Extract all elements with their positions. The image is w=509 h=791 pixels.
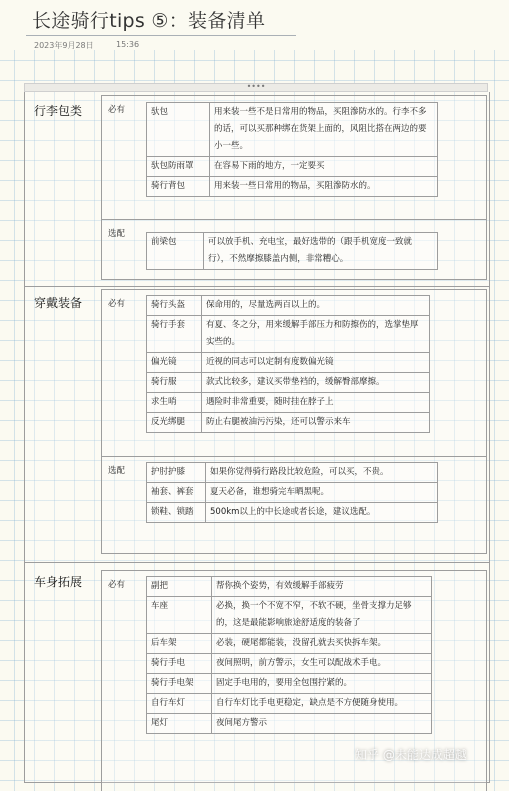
- item-desc[interactable]: 款式比较多，建议买带垫裆的，缓解臀部摩擦。: [202, 373, 430, 393]
- category-label[interactable]: 行李包类: [34, 104, 83, 118]
- item-desc[interactable]: 必换，换一个不宽不窄，不软不硬，坐骨支撑力足够的，这是最能影响旅途舒适度的装备了: [212, 597, 432, 634]
- item-desc[interactable]: 夜间照明，前方警示，女生可以配战术手电。: [212, 654, 432, 674]
- item-name[interactable]: 驮包: [147, 103, 210, 157]
- item-desc[interactable]: 可以放手机、充电宝，最好选带的（跟手机宽度一致就行），不然摩擦膝盖内侧，非常糟心。: [204, 233, 438, 270]
- item-name[interactable]: 骑行手电架: [147, 674, 212, 694]
- note-time: 15:36: [116, 40, 140, 49]
- item-name[interactable]: 前梁包: [147, 233, 204, 270]
- table-row: [147, 503, 438, 523]
- table-row: [147, 714, 432, 734]
- item-desc[interactable]: 如果你觉得骑行路段比较危险，可以买，不贵。: [206, 463, 438, 483]
- item-desc[interactable]: 自行车灯比手电更稳定，缺点是不方便随身使用。: [212, 694, 432, 714]
- item-table: [146, 102, 438, 197]
- table-row: [147, 674, 432, 694]
- item-desc[interactable]: 帮你换个姿势，有效缓解手部疲劳: [212, 577, 432, 597]
- title-underline: [26, 35, 296, 36]
- item-desc[interactable]: 有夏、冬之分，用来缓解手部压力和防擦伤的，选掌垫厚实些的。: [202, 316, 430, 353]
- item-name[interactable]: 护肘护膝: [147, 463, 206, 483]
- table-row: [147, 103, 438, 157]
- item-name[interactable]: 骑行手电: [147, 654, 212, 674]
- category-label[interactable]: 穿戴装备: [34, 296, 83, 310]
- table-row: [147, 353, 430, 373]
- table-row: [147, 157, 438, 177]
- item-desc[interactable]: 夜间尾方警示: [212, 714, 432, 734]
- group-label[interactable]: 必有: [108, 580, 126, 590]
- note-header: [0, 0, 509, 50]
- item-name[interactable]: 锁鞋、锁踏: [147, 503, 206, 523]
- table-row: [147, 634, 432, 654]
- item-desc[interactable]: 保命用的，尽量选两百以上的。: [202, 296, 430, 316]
- container-resize-handle[interactable]: [24, 83, 488, 92]
- item-name[interactable]: 骑行背包: [147, 177, 210, 197]
- group-optional: [102, 220, 486, 279]
- item-name[interactable]: 骑行服: [147, 373, 202, 393]
- item-name[interactable]: 自行车灯: [147, 694, 212, 714]
- item-desc[interactable]: 近视的同志可以定制有度数偏光镜: [202, 353, 430, 373]
- item-name[interactable]: 尾灯: [147, 714, 212, 734]
- group-label[interactable]: 选配: [108, 466, 126, 476]
- item-name[interactable]: 驮包防雨罩: [147, 157, 210, 177]
- item-table: [146, 232, 438, 270]
- item-desc[interactable]: 夏天必备，谁想骑完车晒黑呢。: [206, 483, 438, 503]
- equipment-list-table[interactable]: [24, 92, 490, 783]
- item-desc[interactable]: 用来装一些日常用的物品，买阻滲防水的。: [210, 177, 438, 197]
- item-desc[interactable]: 固定手电用的，要用全包围拧紧的。: [212, 674, 432, 694]
- item-desc[interactable]: 必装，硬尾都能装，没留孔就去买快拆车架。: [212, 634, 432, 654]
- table-row: [147, 463, 438, 483]
- group-label[interactable]: 选配: [108, 229, 126, 239]
- table-row: [147, 296, 430, 316]
- watermark: 知乎 @未能达成超越: [355, 748, 467, 762]
- item-desc[interactable]: 用来装一些不是日常用的物品，买阻滲防水的。行李不多的话，可以买那种绑在货架上面的，风阻比搭在两边的要小一些。: [210, 103, 438, 157]
- group-table: [101, 289, 487, 554]
- group-required: [102, 96, 486, 220]
- item-name[interactable]: 反光绑腿: [147, 413, 202, 433]
- group-label[interactable]: 必有: [108, 105, 126, 115]
- item-name[interactable]: 袖套、裤套: [147, 483, 206, 503]
- item-table: [146, 576, 432, 734]
- item-desc[interactable]: 在容易下雨的地方，一定要买: [210, 157, 438, 177]
- note-date: 2023年9月28日: [34, 41, 94, 50]
- group-required: [102, 290, 486, 457]
- table-row: [147, 654, 432, 674]
- page-title[interactable]: 长途骑行tips ⑤：装备清单: [32, 10, 266, 32]
- item-desc[interactable]: 500km以上的中长途或者长途，建议选配。: [206, 503, 438, 523]
- section-wearables: [25, 287, 489, 563]
- item-table: [146, 295, 430, 433]
- group-table: [101, 95, 487, 280]
- table-row: [147, 177, 438, 197]
- item-name[interactable]: 求生哨: [147, 393, 202, 413]
- table-row: [147, 694, 432, 714]
- group-label[interactable]: 必有: [108, 299, 126, 309]
- item-name[interactable]: 骑行手套: [147, 316, 202, 353]
- table-row: [147, 597, 432, 634]
- item-name[interactable]: 骑行头盔: [147, 296, 202, 316]
- table-row: [147, 577, 432, 597]
- table-row: [147, 316, 430, 353]
- item-name[interactable]: 车座: [147, 597, 212, 634]
- group-optional: [102, 457, 486, 553]
- category-label[interactable]: 车身拓展: [34, 575, 83, 589]
- section-luggage: [25, 92, 489, 287]
- table-row: [147, 393, 430, 413]
- item-table: [146, 462, 438, 523]
- item-desc[interactable]: 防止右腿被油污污染，还可以警示来车: [202, 413, 430, 433]
- item-name[interactable]: 偏光镜: [147, 353, 202, 373]
- item-desc[interactable]: 遇险时非常重要，随时挂在脖子上: [202, 393, 430, 413]
- item-name[interactable]: 后车架: [147, 634, 212, 654]
- table-row: [147, 483, 438, 503]
- table-row: [147, 233, 438, 270]
- table-row: [147, 373, 430, 393]
- table-row: [147, 413, 430, 433]
- item-name[interactable]: 副把: [147, 577, 212, 597]
- grip-dots-icon: ••••: [246, 82, 266, 91]
